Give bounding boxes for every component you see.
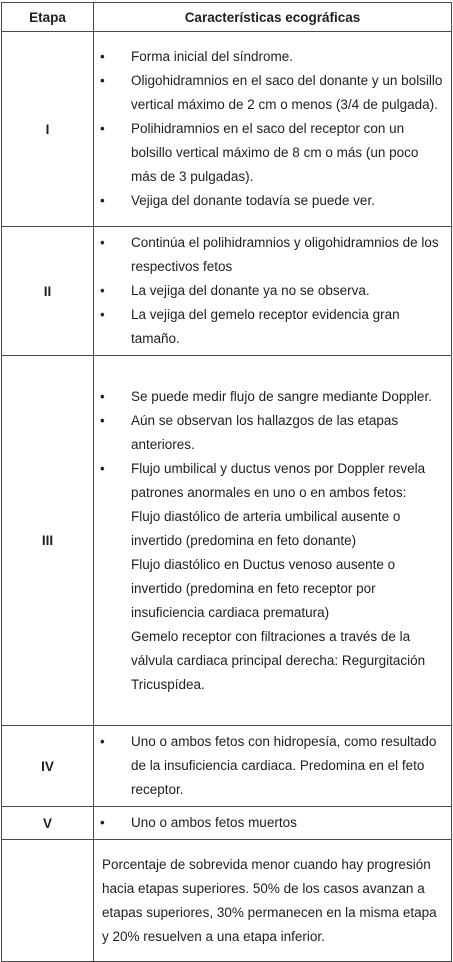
list-item xyxy=(94,231,443,279)
note-row xyxy=(2,840,452,962)
list-item xyxy=(94,303,443,351)
list-item-text: Se puede medir flujo de sangre mediante Doppler. xyxy=(131,388,432,404)
features-cell xyxy=(94,726,452,807)
bullet-icon: • xyxy=(100,73,105,88)
features-cell xyxy=(94,32,452,227)
sub-item-text: Gemelo receptor con filtraciones a través de la válvula cardiaca principal derecha: Regurgitación Tricuspídea. xyxy=(131,628,426,692)
bullet-icon: • xyxy=(100,460,105,476)
list-item-text: Uno o ambos fetos con hidropesía, como resultado de la insuficiencia cardiaca. Predomina en el feto receptor. xyxy=(131,734,437,797)
features-cell xyxy=(94,356,452,726)
features-cell xyxy=(94,227,452,356)
stage-label: V xyxy=(2,807,94,840)
empty-stage-cell xyxy=(2,840,94,962)
bullet-icon: • xyxy=(100,815,105,830)
stage-label: IV xyxy=(2,726,94,807)
list-item-text: La vejiga del donante ya no se observa. xyxy=(131,283,370,298)
list-item xyxy=(94,189,443,213)
list-item-text: La vejiga del gemelo receptor evidencia gran tamaño. xyxy=(131,307,400,346)
survival-note-cell xyxy=(94,840,452,962)
list-item xyxy=(94,45,443,69)
list-item xyxy=(94,279,443,303)
list-item-text: Flujo umbilical y ductus venos por Doppler revela patrones anormales en uno o en ambos fetos: xyxy=(131,460,426,500)
list-item-text: Uno o ambos fetos muertos xyxy=(131,815,297,830)
bullet-icon: • xyxy=(100,283,105,298)
list-item xyxy=(94,409,443,457)
list-item xyxy=(94,457,443,505)
table-row xyxy=(2,356,452,726)
list-item-text: Aún se observan los hallazgos de las etapas anteriores. xyxy=(131,412,399,452)
bullet-icon: • xyxy=(100,734,105,749)
table-row xyxy=(2,726,452,807)
list-item xyxy=(94,117,443,189)
list-item-text: Continúa el polihidramnios y oligohidramnios de los respectivos fetos xyxy=(131,235,439,274)
bullet-icon: • xyxy=(100,121,105,136)
bullet-icon: • xyxy=(100,388,105,404)
bullet-icon: • xyxy=(100,412,105,428)
table-row xyxy=(2,32,452,227)
bullet-icon: • xyxy=(100,307,105,322)
sub-item-text: Flujo diastólico en Ductus venoso ausente o invertido (predomina en feto receptor por insuficiencia cardiaca prematura) xyxy=(131,556,396,620)
list-item xyxy=(94,811,443,835)
stages-table xyxy=(1,2,452,962)
header-row xyxy=(2,3,452,32)
list-item xyxy=(94,385,443,409)
header-features: Características ecográficas xyxy=(94,3,452,32)
list-item xyxy=(94,730,443,802)
list-item-text: Polihidramnios en el saco del receptor con un bolsillo vertical máximo de 8 cm o más (un poco más de 3 pulgadas). xyxy=(131,121,419,184)
survival-note: Porcentaje de sobrevida menor cuando hay progresión hacia etapas superiores. 50% de los casos avanzan a etapas superiores, 30% permanecen en la misma etapa y 20% resuelven a una etapa inferior. xyxy=(102,856,437,944)
list-item-text: Forma inicial del síndrome. xyxy=(131,49,294,64)
bullet-icon: • xyxy=(100,49,105,64)
stage-label: I xyxy=(2,32,94,227)
list-item-text: Oligohidramnios en el saco del donante y un bolsillo vertical máximo de 2 cm o menos (3/4 de pulgada). xyxy=(131,73,443,112)
stage-label: III xyxy=(2,356,94,726)
list-item xyxy=(94,69,443,117)
bullet-icon: • xyxy=(100,235,105,250)
stage-label: II xyxy=(2,227,94,356)
table-row xyxy=(2,807,452,840)
table-row xyxy=(2,227,452,356)
list-item-text: Vejiga del donante todavía se puede ver. xyxy=(131,193,375,208)
bullet-icon: • xyxy=(100,193,105,208)
features-cell xyxy=(94,807,452,840)
header-stage: Etapa xyxy=(2,3,94,32)
sub-item-text: Flujo diastólico de arteria umbilical ausente o invertido (predomina en feto donante) xyxy=(131,508,401,548)
